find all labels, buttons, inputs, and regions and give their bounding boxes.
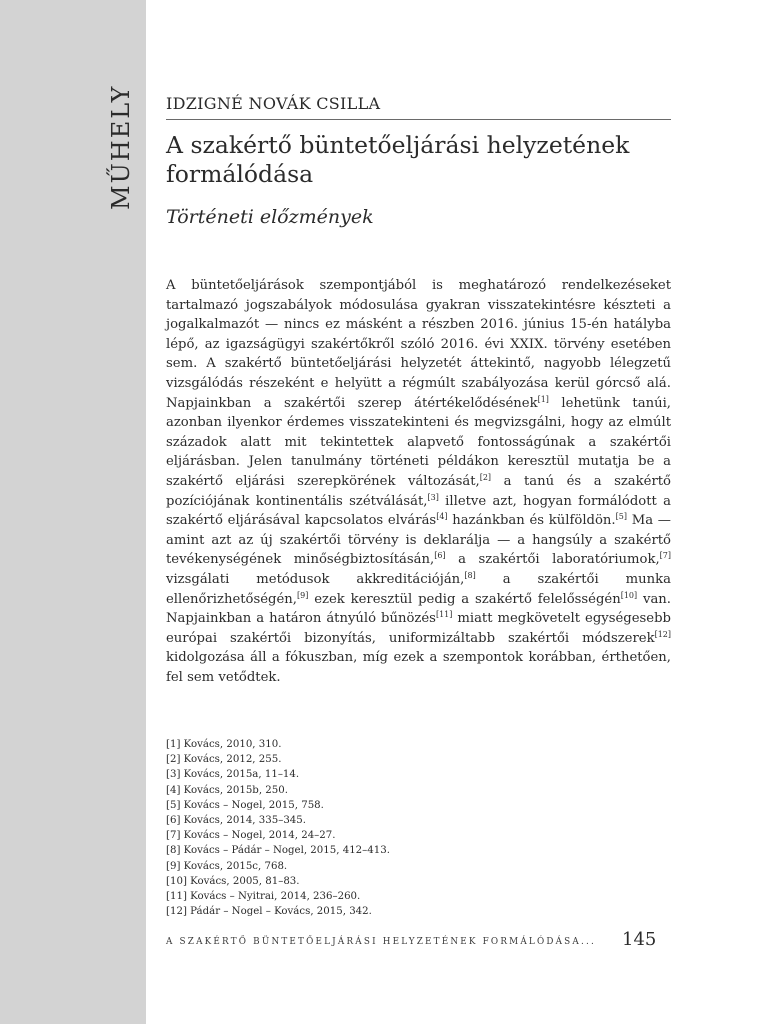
section-label: MŰHELY (107, 84, 135, 210)
body-text-segment: illetve azt, hogyan formálódott a szakértő eljárásával kapcsolatos elvárás (166, 493, 672, 529)
footnote-item: [5] Kovács – Nogel, 2015, 758. (166, 799, 324, 811)
body-text-segment: hazánkban és külföldön. (447, 513, 616, 529)
body-text-segment: a szakértői laboratóriumok, (445, 552, 660, 568)
footnote-item: [10] Kovács, 2005, 81–83. (166, 875, 300, 887)
footnote-reference[interactable]: [9] (297, 590, 309, 600)
footnote-reference[interactable]: [12] (654, 629, 671, 639)
body-text-segment: a tanú és a szakértő pozíciójának kontinentális szétválását, (166, 473, 671, 509)
body-text-segment: van. Napjainkban a határon átnyúló bűnözés (166, 591, 671, 627)
body-text-segment: vizsgálati metódusok akkreditációján, (166, 571, 465, 587)
body-text-segment: kidolgozása áll a fókuszban, míg ezek a szempontok korábban, érthetően, fel sem vetődtek. (166, 650, 671, 685)
body-text-segment: a szakértői munka ellenőrizhetőségén, (166, 571, 671, 607)
running-footer: A SZAKÉRTŐ BÜNTETŐELJÁRÁSI HELYZETÉNEK FORMÁLÓDÁSA... (166, 937, 596, 947)
footnote-item: [9] Kovács, 2015c, 768. (166, 860, 288, 872)
page-number: 145 (622, 929, 657, 950)
footnote-item: [1] Kovács, 2010, 310. (166, 739, 282, 750)
body-text-segment: lehetünk tanúi, azonban ilyenkor érdemes visszatekinteni és megvizsgálni, hogy az elmúlt századok alatt mit tekintettek alapvető fontosságúnak a szakértői eljárásban. Jelen tanulmány történeti példákon keresztül mutatja be a szakértő eljárási szerepkörének változását, (166, 395, 671, 489)
footnote-item: [6] Kovács, 2014, 335–345. (166, 815, 307, 827)
footnote-item: [2] Kovács, 2012, 255. (166, 754, 282, 766)
article-subtitle: Történeti előzmények (166, 206, 374, 228)
footnote-reference[interactable]: [6] (434, 551, 446, 561)
body-text-segment: miatt megkövetelt egységesebb európai szakértői bizonyítás, uniformizáltabb szakértői módszerek (166, 611, 671, 646)
article-title: A szakértő büntetőeljárási helyzetének formálódása (166, 131, 630, 188)
footnote-reference[interactable]: [8] (464, 570, 476, 580)
title-divider (166, 119, 671, 120)
footnote-list (166, 737, 671, 919)
footnote-item: [8] Kovács – Pádár – Nogel, 2015, 412–413. (166, 845, 390, 857)
body-paragraph (166, 276, 671, 687)
footnote-item: [4] Kovács, 2015b, 250. (166, 784, 288, 796)
sidebar-band (0, 0, 146, 1024)
footnote-reference[interactable]: [5] (615, 512, 627, 522)
footnote-reference[interactable]: [2] (479, 472, 492, 482)
body-text-segment: ezek keresztül pedig a szakértő felelősségén (308, 591, 621, 607)
author-name: IDZIGNÉ NOVÁK CSILLA (166, 94, 381, 113)
footnote-reference[interactable]: [11] (435, 610, 453, 620)
footnote-item: [12] Pádár – Nogel – Kovács, 2015, 342. (166, 906, 372, 918)
body-text-segment: Ma — amint azt az új szakértői törvény is deklarálja — a hangsúly a szakértő tevékenységének minőségbiztosításán, (166, 513, 671, 568)
footnote-reference[interactable]: [3] (427, 492, 439, 502)
body-text-segment: A büntetőeljárások szempontjából is meghatározó rendelkezéseket tartalmazó jogszabályok módosulása gyakran visszatekintésre készteti a jogalkalmazót — nincs ez másként a részben 2016. június 15-én hatályba lépő, az igazságügyi szakértőkről szóló 2016. évi XXIX. törvény esetében sem. A szakértő büntetőeljárási helyzetét áttekintő, nagyobb lélegzetű vizsgálódás részeként e helyütt a régmúlt szabályozása kerül górcső alá. Napjainkban a szakértői szerep átértékelődésének (166, 278, 671, 411)
footnote-reference[interactable]: [1] (537, 394, 549, 404)
footnote-item: [11] Kovács – Nyitrai, 2014, 236–260. (166, 891, 361, 903)
footnote-item: [3] Kovács, 2015a, 11–14. (166, 769, 300, 781)
footnote-item: [7] Kovács – Nogel, 2014, 24–27. (166, 830, 336, 842)
footnote-reference[interactable]: [10] (620, 590, 638, 600)
footnote-reference[interactable]: [7] (659, 551, 671, 561)
footnote-reference[interactable]: [4] (436, 512, 448, 522)
